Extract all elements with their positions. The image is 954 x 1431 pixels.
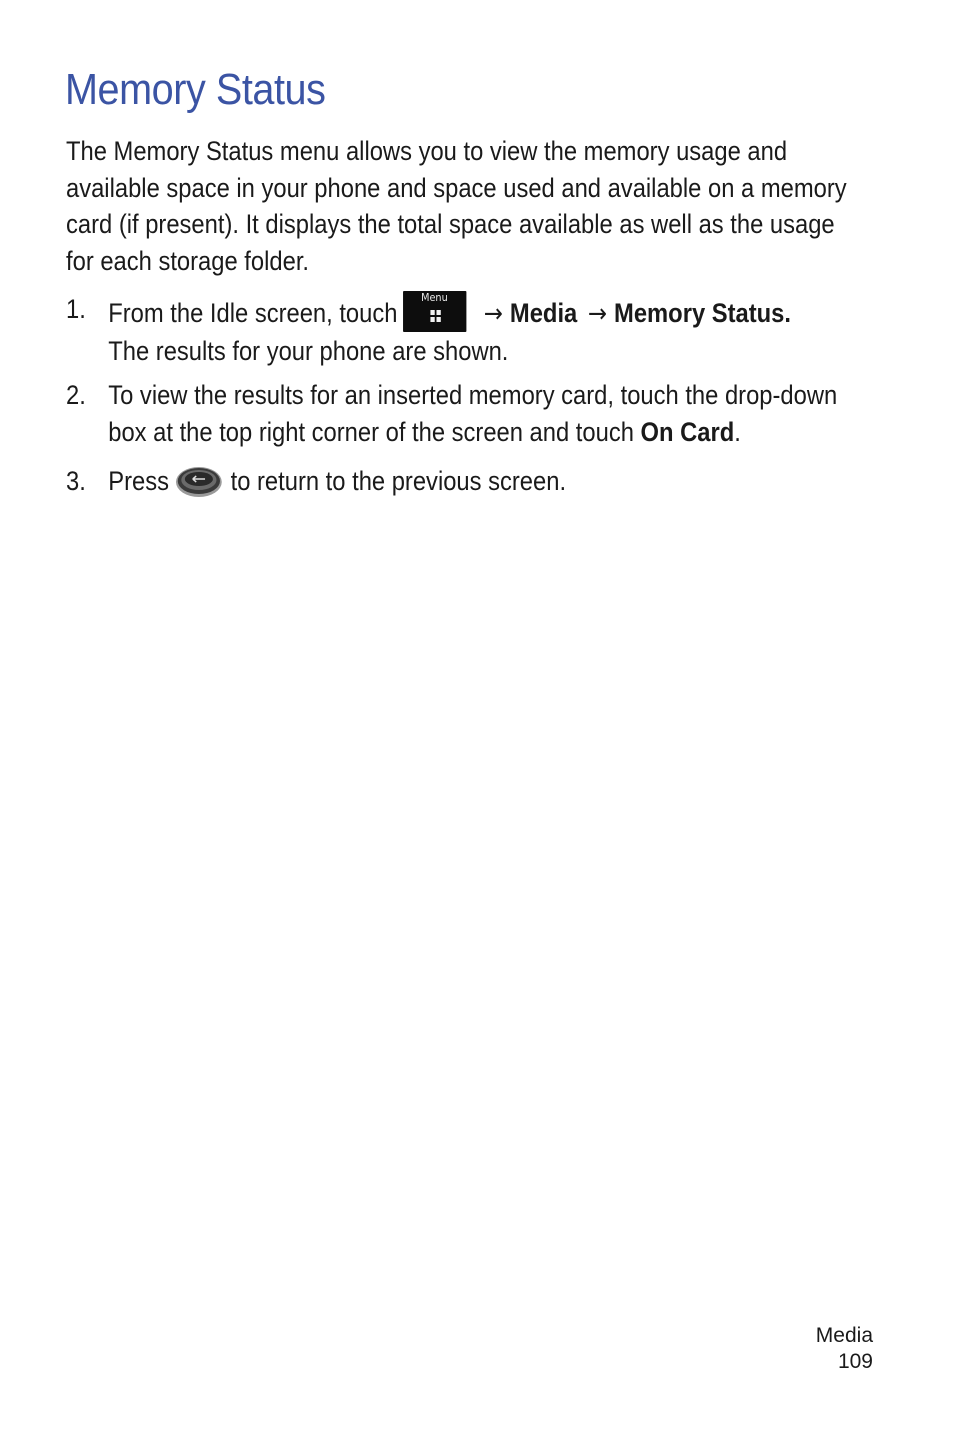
step-3-lead-text: Press [108,466,169,496]
step-3-tail-text: to return to the previous screen. [230,466,567,496]
arrow-icon: → [587,299,608,329]
step-1-result-text: The results for your phone are shown. [108,335,509,366]
footer-section-name: Media [815,1324,873,1347]
step-text [108,377,865,450]
step-2-period: . [734,416,741,447]
back-key-icon [174,465,223,499]
menu-path-memory-status: Memory Status. [614,298,791,328]
page-title: Memory Status [65,65,326,114]
menu-key-icon [403,291,466,332]
step-number: 1. [66,294,86,324]
step-2-text: To view the results for an inserted memory card, touch the drop-down box at the top right corner of the screen and touch [108,380,838,447]
step-number: 3. [66,466,86,496]
step-text [108,463,865,500]
step-number: 2. [66,380,86,410]
menu-key-label: Menu [421,291,448,304]
footer-page-number: 109 [837,1350,873,1373]
on-card-option: On Card [640,416,735,447]
menu-path-media: Media [509,298,578,328]
intro-paragraph: The Memory Status menu allows you to view the memory usage and available space in your phone and space used and available on a memory card (if present). It displays the total space available as well as the usage for each storage folder. [66,136,847,276]
grid-icon [430,310,441,322]
step-1-lead-text: From the Idle screen, touch [108,298,398,328]
arrow-icon: → [483,299,503,329]
step-text [108,291,865,369]
